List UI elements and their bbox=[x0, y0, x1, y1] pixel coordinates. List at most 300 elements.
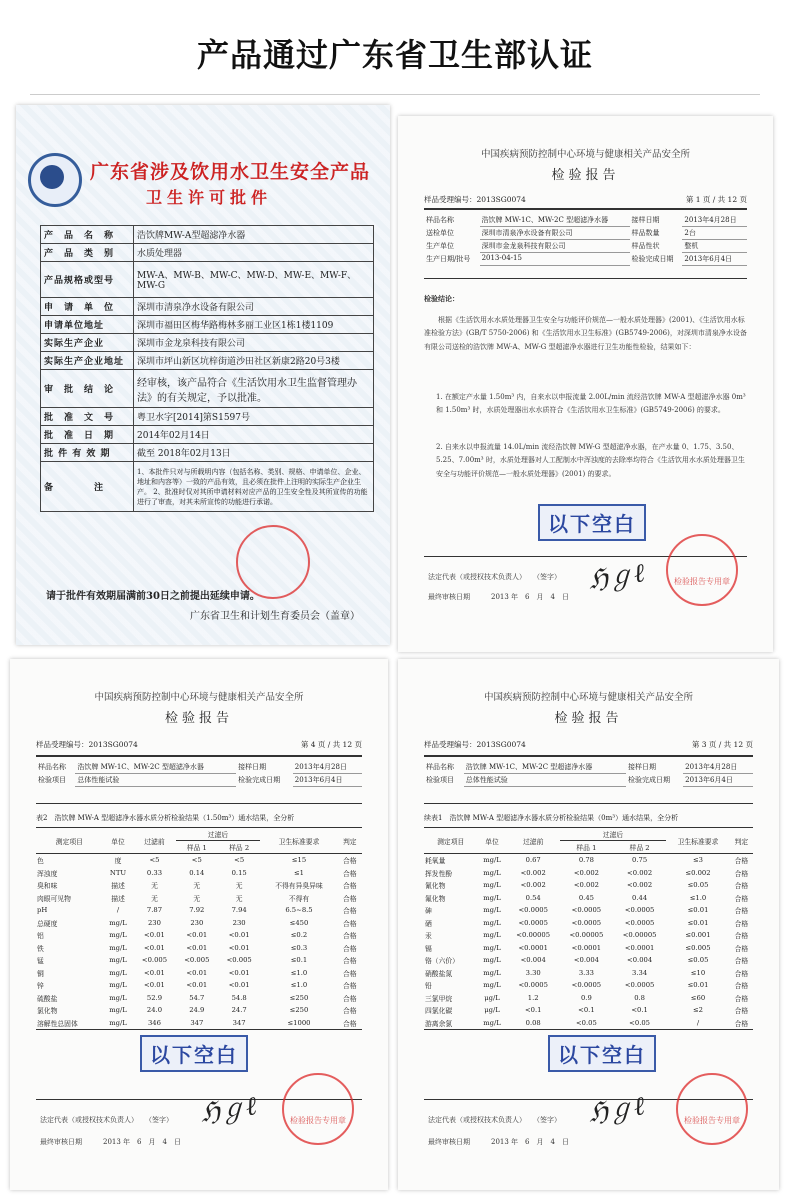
value: 2013年4月28日 bbox=[682, 214, 747, 227]
table-cell: 合格 bbox=[734, 982, 749, 991]
page-number: 第 4 页 / 共 12 页 bbox=[300, 740, 362, 749]
sample-info bbox=[36, 761, 362, 787]
table-cell: 0.15 bbox=[231, 868, 247, 877]
health-emblem-icon bbox=[28, 153, 82, 207]
table-header: 判定 bbox=[730, 828, 753, 854]
table-cell: 合格 bbox=[343, 932, 357, 941]
table-cell: 0.44 bbox=[632, 893, 648, 902]
table-cell: ≤0.2 bbox=[290, 931, 308, 940]
table-cell: 合格 bbox=[730, 1017, 753, 1030]
table-cell: 0.08 bbox=[507, 1017, 560, 1030]
table-cell: 硒 bbox=[425, 919, 432, 928]
permit-row bbox=[41, 444, 374, 462]
table-cell: 铁 bbox=[37, 944, 44, 953]
table-cell: 合格 bbox=[734, 894, 749, 903]
table-cell: ≤0.01 bbox=[687, 906, 709, 915]
table-cell: 氯化物 bbox=[37, 1007, 58, 1016]
table-cell: mg/L bbox=[483, 893, 501, 902]
receipt-number: 样品受理编号：2013SG0074 bbox=[36, 740, 138, 749]
permit-row bbox=[41, 426, 374, 444]
table-cell: ≤1.0 bbox=[290, 981, 308, 990]
value: 总体性能试验 bbox=[464, 774, 626, 787]
table-cell: mg/L bbox=[483, 881, 501, 890]
table-cell: 合格 bbox=[734, 1007, 749, 1016]
table-cell: <0.0005 bbox=[518, 981, 548, 990]
table-cell: 汞 bbox=[425, 932, 432, 941]
permit-row-label: 批 件 有 效 期 bbox=[41, 444, 134, 462]
review-date: 最终审核日期 2013 年 6 月 4 日 bbox=[428, 593, 569, 601]
table-row bbox=[424, 992, 753, 1005]
table-header: 判定 bbox=[338, 828, 362, 854]
table-cell: <0.01 bbox=[144, 968, 165, 977]
table-cell: 铜 bbox=[37, 969, 44, 978]
table-cell: <0.01 bbox=[144, 943, 165, 952]
table-cell: 合格 bbox=[734, 994, 749, 1003]
table-cell: / bbox=[116, 906, 120, 915]
result-item-2: 2. 自来水以申报流量 14.0L/min 流经浩饮牌 MW-G 型超滤净水器，在产水量 0、1.75、3.50、5.25、7.00m³ 时，水质处理器对人工配制水中浑浊度的去除率均符合《生活饮用水水质处理器卫生安全与功能评价规范—一般水质处理器》(2001) 的要求。 bbox=[436, 443, 745, 478]
table-cell: mg/L bbox=[109, 968, 127, 977]
table-cell: ≤0.001 bbox=[685, 931, 711, 940]
label: 样品名称 bbox=[426, 763, 454, 771]
table-cell: <0.01 bbox=[228, 931, 250, 940]
table-cell: 合格 bbox=[343, 957, 357, 966]
table-row bbox=[424, 1004, 753, 1017]
table-cell: 锰 bbox=[37, 957, 44, 966]
table-cell: ≤0.002 bbox=[685, 868, 711, 877]
permit-document bbox=[16, 105, 390, 645]
permit-row-value: 截至 2018年02月13日 bbox=[134, 444, 374, 462]
page-number: 第 1 页 / 共 12 页 bbox=[685, 195, 747, 204]
table-cell: ≤450 bbox=[289, 918, 309, 927]
sample-info bbox=[424, 761, 753, 787]
table-cell: 0.14 bbox=[189, 868, 205, 877]
table-cell: 三氯甲烷 bbox=[425, 994, 453, 1003]
table-cell: 合格 bbox=[343, 869, 357, 878]
table-cell: 合格 bbox=[734, 969, 749, 978]
blank-below-stamp: 以下空白 bbox=[140, 1035, 248, 1072]
table-cell: mg/L bbox=[483, 906, 501, 915]
inspection-seal-stamp bbox=[282, 1073, 354, 1145]
table-cell: μg/L bbox=[484, 1006, 500, 1015]
table-cell: <0.002 bbox=[627, 881, 653, 890]
table-cell: 色 bbox=[37, 857, 44, 866]
table-cell: <0.0005 bbox=[518, 906, 548, 915]
table-cell: 无 bbox=[235, 894, 243, 903]
table-cell: 230 bbox=[232, 918, 246, 927]
table-cell: 24.7 bbox=[231, 1006, 247, 1015]
table-cell: 合格 bbox=[734, 932, 749, 941]
table-cell: mg/L bbox=[483, 931, 501, 940]
table-cell: <0.01 bbox=[186, 968, 208, 977]
table-header: 卫生标准要求 bbox=[260, 828, 337, 854]
report-org: 中国疾病预防控制中心环境与健康相关产品安全所 bbox=[483, 692, 693, 703]
table-cell: 合格 bbox=[343, 994, 357, 1003]
table-cell: 合格 bbox=[734, 957, 749, 966]
table-header: 样品 2 bbox=[613, 841, 666, 854]
table-cell: 合格 bbox=[343, 969, 357, 978]
report-org: 中国疾病预防控制中心环境与健康相关产品安全所 bbox=[480, 149, 690, 160]
table-row bbox=[36, 967, 362, 980]
inspection-seal-stamp bbox=[676, 1073, 748, 1145]
table-cell: 溶解性总固体 bbox=[36, 1017, 103, 1030]
table-row bbox=[424, 967, 753, 980]
table-row bbox=[424, 929, 753, 942]
table-row bbox=[424, 892, 753, 905]
table-row bbox=[424, 917, 753, 930]
table-cell: 0.45 bbox=[578, 893, 594, 902]
table-cell: <0.1 bbox=[578, 1006, 595, 1015]
permit-row bbox=[41, 408, 374, 426]
table-row bbox=[424, 854, 753, 867]
permit-row-value: 深圳市清泉净水设备有限公司 bbox=[134, 298, 374, 316]
table-cell: <0.01 bbox=[144, 931, 165, 940]
table-cell: 游离余氯 bbox=[424, 1017, 477, 1030]
table-header: 过滤前 bbox=[507, 828, 560, 854]
table-cell: 346 bbox=[133, 1017, 175, 1030]
report-title: 检验报告 bbox=[164, 711, 233, 726]
table-cell: <0.004 bbox=[520, 956, 546, 965]
permit-row-label: 产品规格或型号 bbox=[41, 262, 134, 298]
permit-row-value: 2014年02月14日 bbox=[134, 426, 374, 444]
table-cell: mg/L bbox=[109, 993, 127, 1002]
results-table bbox=[424, 827, 753, 1030]
value: 深圳市金龙泉科技有限公司 bbox=[480, 240, 630, 253]
table-row bbox=[424, 867, 753, 880]
table-cell: 耗氧量 bbox=[425, 857, 446, 866]
permit-row bbox=[41, 262, 374, 298]
review-date: 最终审核日期 2013 年 6 月 4 日 bbox=[40, 1138, 181, 1146]
divider bbox=[36, 803, 362, 804]
label: 检验项目 bbox=[38, 775, 66, 784]
table-cell: 合格 bbox=[343, 857, 357, 866]
table-header: 过滤前 bbox=[133, 828, 175, 854]
table-header: 单位 bbox=[477, 828, 506, 854]
value: 整机 bbox=[682, 240, 747, 253]
permit-row-label: 备 注 bbox=[41, 462, 134, 512]
permit-row-value: 深圳市坪山新区坑梓街道沙田社区新康2路20号3楼 bbox=[134, 352, 374, 370]
table-cell: 24.0 bbox=[146, 1006, 163, 1015]
table-cell: mg/L bbox=[109, 943, 127, 952]
label: 样品名称 bbox=[426, 216, 454, 224]
page-number: 第 3 页 / 共 12 页 bbox=[691, 740, 753, 749]
permit-row bbox=[41, 334, 374, 352]
table-cell: mg/L bbox=[483, 981, 501, 990]
table-cell: <0.002 bbox=[520, 868, 546, 877]
table-row bbox=[36, 1017, 362, 1030]
table-cell: 四氯化碳 bbox=[425, 1007, 453, 1016]
label: 送检单位 bbox=[426, 228, 454, 237]
table-cell: <0.002 bbox=[627, 868, 653, 877]
table-cell: mg/L bbox=[103, 1017, 134, 1030]
table-row bbox=[36, 917, 362, 930]
report-title: 检验报告 bbox=[551, 168, 620, 183]
table-cell: <0.0005 bbox=[624, 918, 655, 927]
permit-issuer: 广东省卫生和计划生育委员会（盖章） bbox=[190, 611, 360, 622]
table-cell: 1.2 bbox=[527, 993, 539, 1002]
signature-icon: ℌℊℓ bbox=[586, 1091, 647, 1129]
label: 检验项目 bbox=[426, 775, 454, 784]
table-cell: ≤0.005 bbox=[685, 943, 711, 952]
receipt-number: 样品受理编号：2013SG0074 bbox=[424, 195, 526, 204]
table-cell: 合格 bbox=[343, 982, 357, 991]
value: 浩饮牌 MW-1C、MW-2C 型超滤净水器 bbox=[480, 214, 630, 227]
table-cell: 无 bbox=[151, 882, 158, 891]
table-cell: ≤0.1 bbox=[290, 956, 308, 965]
table-cell: ≤0.01 bbox=[687, 981, 709, 990]
table-caption: 表2 浩饮牌 MW-A 型超滤净水器水质分析检验结果（1.50m³）通水结果，全分析 bbox=[36, 814, 295, 822]
value: 2013年6月4日 bbox=[683, 774, 753, 787]
table-cell: 0.54 bbox=[525, 893, 541, 902]
permit-row-label: 实际生产企业 bbox=[41, 334, 134, 352]
table-row bbox=[424, 942, 753, 955]
permit-row bbox=[41, 352, 374, 370]
table-header: 样品 1 bbox=[176, 841, 218, 854]
table-cell: mg/L bbox=[477, 1017, 506, 1030]
table-cell: 合格 bbox=[343, 894, 357, 903]
value: 总体性能试验 bbox=[75, 774, 236, 787]
report-page-4 bbox=[10, 659, 388, 1190]
permit-row-value: 1、本批件只对与所载明内容（包括名称、类别、规格、申请单位、企业、地址和内容等）一致的产品有效，且必须在批件上注明的实际生产企业生产。 2、批准时仅对其所申请材料对应产品的卫生安全性及其所宣传的功能进行了审查，对其未所宣传的功能进行承诺。 bbox=[134, 462, 374, 512]
permit-row-label: 批 准 日 期 bbox=[41, 426, 134, 444]
table-cell: <0.0005 bbox=[571, 981, 602, 990]
table-cell: mg/L bbox=[483, 956, 501, 965]
table-cell: 0.9 bbox=[580, 993, 592, 1002]
value: 深圳市清泉净水设备有限公司 bbox=[480, 227, 630, 240]
legal-representative: 法定代表（或授权技术负责人） （签字） bbox=[40, 1116, 173, 1124]
table-cell: ≤60 bbox=[690, 993, 706, 1002]
table-row bbox=[36, 992, 362, 1005]
table-cell: <0.01 bbox=[228, 943, 250, 952]
permit-row bbox=[41, 370, 374, 408]
permit-row-label: 产 品 类 别 bbox=[41, 244, 134, 262]
value: 2013年4月28日 bbox=[293, 761, 362, 774]
permit-row bbox=[41, 226, 374, 244]
table-cell: 挥发性酚 bbox=[425, 869, 453, 878]
table-cell: <0.01 bbox=[144, 981, 165, 990]
table-cell: 锌 bbox=[37, 982, 44, 991]
table-cell: 230 bbox=[147, 918, 161, 927]
table-cell: 3.30 bbox=[525, 968, 541, 977]
table-cell: mg/L bbox=[483, 856, 501, 865]
table-cell: 合格 bbox=[338, 1017, 362, 1030]
table-cell: ≤250 bbox=[289, 993, 309, 1002]
table-cell: <0.1 bbox=[631, 1006, 648, 1015]
table-cell: ≤10 bbox=[690, 968, 706, 977]
permit-table bbox=[40, 225, 374, 512]
value: 浩饮牌 MW-1C、MW-2C 型超滤净水器 bbox=[75, 761, 236, 774]
divider bbox=[424, 755, 753, 757]
divider bbox=[424, 278, 747, 279]
permit-row bbox=[41, 316, 374, 334]
table-cell: 不得有 bbox=[288, 894, 310, 903]
table-cell: mg/L bbox=[109, 918, 127, 927]
permit-row bbox=[41, 244, 374, 262]
label: 样品数量 bbox=[631, 228, 660, 237]
table-cell: 合格 bbox=[343, 919, 357, 928]
table-cell: 镉 bbox=[425, 944, 432, 953]
label: 检验完成日期 bbox=[238, 775, 281, 784]
permit-row-value: 深圳市金龙泉科技有限公司 bbox=[134, 334, 374, 352]
report-meta bbox=[424, 194, 747, 205]
table-row bbox=[424, 1017, 753, 1030]
table-cell: 0.8 bbox=[634, 993, 645, 1002]
permit-title: 广东省涉及饮用水卫生安全产品 bbox=[90, 161, 371, 183]
table-cell: 合格 bbox=[734, 944, 749, 953]
table-cell: 砷 bbox=[425, 907, 432, 916]
table-cell: <0.0005 bbox=[571, 918, 602, 927]
table-cell: <0.05 bbox=[613, 1017, 666, 1030]
table-cell: 描述 bbox=[111, 882, 125, 891]
table-cell: 描述 bbox=[111, 894, 125, 903]
table-cell: <0.002 bbox=[573, 868, 599, 877]
seal-label: 检验报告专用章 bbox=[290, 1116, 346, 1125]
table-cell: <5 bbox=[234, 856, 245, 865]
permit-row bbox=[41, 462, 374, 512]
permit-row-label: 申 请 单 位 bbox=[41, 298, 134, 316]
table-cell: 7.92 bbox=[189, 906, 205, 915]
table-cell: <0.0005 bbox=[518, 918, 548, 927]
table-cell: 合格 bbox=[343, 882, 357, 891]
table-cell: 铝 bbox=[37, 932, 44, 941]
header-divider bbox=[30, 94, 760, 95]
table-cell: ≤0.3 bbox=[290, 943, 308, 952]
table-row bbox=[36, 904, 362, 917]
table-cell: 无 bbox=[151, 894, 158, 903]
table-cell: ≤15 bbox=[291, 856, 307, 865]
table-cell: <0.004 bbox=[627, 956, 653, 965]
table-cell: 合格 bbox=[734, 907, 749, 916]
table-cell: <0.00005 bbox=[622, 931, 657, 940]
table-row bbox=[424, 879, 753, 892]
label: 样品名称 bbox=[38, 763, 66, 771]
table-cell: mg/L bbox=[483, 868, 501, 877]
table-cell: <0.01 bbox=[186, 943, 208, 952]
table-cell: <0.0005 bbox=[571, 906, 602, 915]
table-header: 样品 1 bbox=[560, 841, 613, 854]
report-meta bbox=[36, 739, 362, 750]
blank-below-stamp: 以下空白 bbox=[548, 1035, 656, 1072]
permit-row-label: 审 批 结 论 bbox=[41, 370, 134, 408]
table-cell: mg/L bbox=[109, 931, 127, 940]
label: 生产日期/批号 bbox=[426, 254, 471, 263]
table-cell: 浑浊度 bbox=[37, 869, 58, 878]
label: 接样日期 bbox=[627, 763, 656, 771]
table-cell: <0.0005 bbox=[624, 981, 655, 990]
table-cell: 0.75 bbox=[632, 856, 648, 865]
table-cell: 硝酸盐氮 bbox=[425, 969, 453, 978]
table-cell: <0.00005 bbox=[569, 931, 604, 940]
sample-info bbox=[424, 214, 747, 266]
table-cell: 7.94 bbox=[231, 906, 247, 915]
table-cell: 230 bbox=[190, 918, 204, 927]
legal-representative: 法定代表（或授权技术负责人） （签字） bbox=[428, 573, 561, 581]
table-cell: <0.1 bbox=[524, 1006, 542, 1015]
table-cell: 0.33 bbox=[146, 868, 163, 877]
table-cell: mg/L bbox=[109, 1006, 127, 1015]
table-cell: ≤1 bbox=[293, 868, 304, 877]
table-cell: 铬（六价） bbox=[425, 957, 459, 966]
result-item-1: 1. 在额定产水量 1.50m³ 内，自来水以申报流量 2.00L/min 流经浩饮牌 MW-A 型超滤净水器 0m³ 和 1.50m³ 时，水质处理器出水水质符合《生活饮用水卫生标准》(GB5749-2006) 的要求。 bbox=[436, 393, 746, 415]
inspection-seal-stamp bbox=[666, 534, 738, 606]
table-cell: ≤0.05 bbox=[687, 881, 709, 890]
table-cell: ≤1.0 bbox=[290, 968, 308, 977]
table-cell: 52.9 bbox=[146, 993, 163, 1002]
table-cell: 氟化物 bbox=[425, 894, 446, 903]
table-cell: <0.005 bbox=[141, 956, 168, 965]
value: 2013年6月4日 bbox=[682, 253, 747, 266]
table-cell: 0.67 bbox=[525, 856, 541, 865]
table-row bbox=[36, 854, 362, 867]
table-header: 过滤后 bbox=[560, 828, 666, 841]
table-cell: 3.33 bbox=[578, 968, 594, 977]
permit-footer-note: 请于批件有效期届满前30日之前提出延续申请。 bbox=[46, 591, 260, 602]
label: 生产单位 bbox=[426, 241, 454, 250]
table-row bbox=[36, 942, 362, 955]
table-cell: <0.002 bbox=[573, 881, 599, 890]
table-row bbox=[424, 954, 753, 967]
table-cell: 6.5~8.5 bbox=[285, 906, 313, 915]
value: 浩饮牌 MW-1C、MW-2C 型超滤净水器 bbox=[464, 761, 626, 774]
table-header: 单位 bbox=[103, 828, 134, 854]
table-header: 卫生标准要求 bbox=[666, 828, 730, 854]
permit-subtitle: 卫生许可批件 bbox=[146, 188, 273, 207]
table-row bbox=[424, 904, 753, 917]
table-cell: 合格 bbox=[734, 919, 749, 928]
permit-row-value: MW-A、MW-B、MW-C、MW-D、MW-E、MW-F、MW-G bbox=[134, 262, 374, 298]
permit-row-label: 批 准 文 号 bbox=[41, 408, 134, 426]
report-title: 检验报告 bbox=[554, 711, 623, 726]
table-cell: mg/L bbox=[109, 956, 127, 965]
report-page-1 bbox=[398, 116, 773, 652]
table-cell: <0.01 bbox=[186, 981, 208, 990]
value: 2台 bbox=[682, 227, 747, 240]
report-meta bbox=[424, 739, 753, 750]
label: 接样日期 bbox=[238, 763, 267, 771]
table-cell: <0.01 bbox=[228, 968, 250, 977]
table-cell: 347 bbox=[176, 1017, 218, 1030]
permit-row-value: 深圳市福田区梅华路梅林多丽工业区1栋1楼1109 bbox=[134, 316, 374, 334]
table-cell: <0.004 bbox=[573, 956, 599, 965]
table-cell: mg/L bbox=[483, 968, 501, 977]
permit-row-value: 经审核，该产品符合《生活饮用水卫生监督管理办法》的有关规定，予以批准。 bbox=[134, 370, 374, 408]
table-cell: 合格 bbox=[734, 882, 749, 891]
table-cell: mg/L bbox=[483, 943, 501, 952]
table-cell: 347 bbox=[218, 1017, 260, 1030]
legal-representative: 法定代表（或授权技术负责人） （签字） bbox=[428, 1116, 561, 1124]
table-row bbox=[36, 929, 362, 942]
table-cell: ≤0.05 bbox=[687, 956, 709, 965]
blank-below-stamp: 以下空白 bbox=[538, 504, 646, 541]
table-cell: ≤250 bbox=[289, 1006, 309, 1015]
table-cell: ≤1.0 bbox=[689, 893, 707, 902]
table-cell: <0.05 bbox=[560, 1017, 613, 1030]
table-cell: 度 bbox=[114, 857, 122, 866]
table-row bbox=[36, 979, 362, 992]
table-cell: <0.005 bbox=[226, 956, 252, 965]
conclusion-label: 检验结论： bbox=[424, 294, 459, 303]
table-row bbox=[36, 867, 362, 880]
signature-icon: ℌℊℓ bbox=[198, 1091, 259, 1129]
table-cell: <5 bbox=[149, 856, 160, 865]
table-cell: ≤0.01 bbox=[687, 918, 709, 927]
table-cell: <0.002 bbox=[520, 881, 546, 890]
table-cell: 无 bbox=[193, 882, 201, 891]
table-cell: / bbox=[666, 1017, 730, 1030]
table-cell: 肉眼可见物 bbox=[37, 894, 71, 903]
divider bbox=[424, 208, 747, 210]
table-cell: μg/L bbox=[484, 993, 500, 1002]
label: 检验完成日期 bbox=[631, 254, 674, 263]
